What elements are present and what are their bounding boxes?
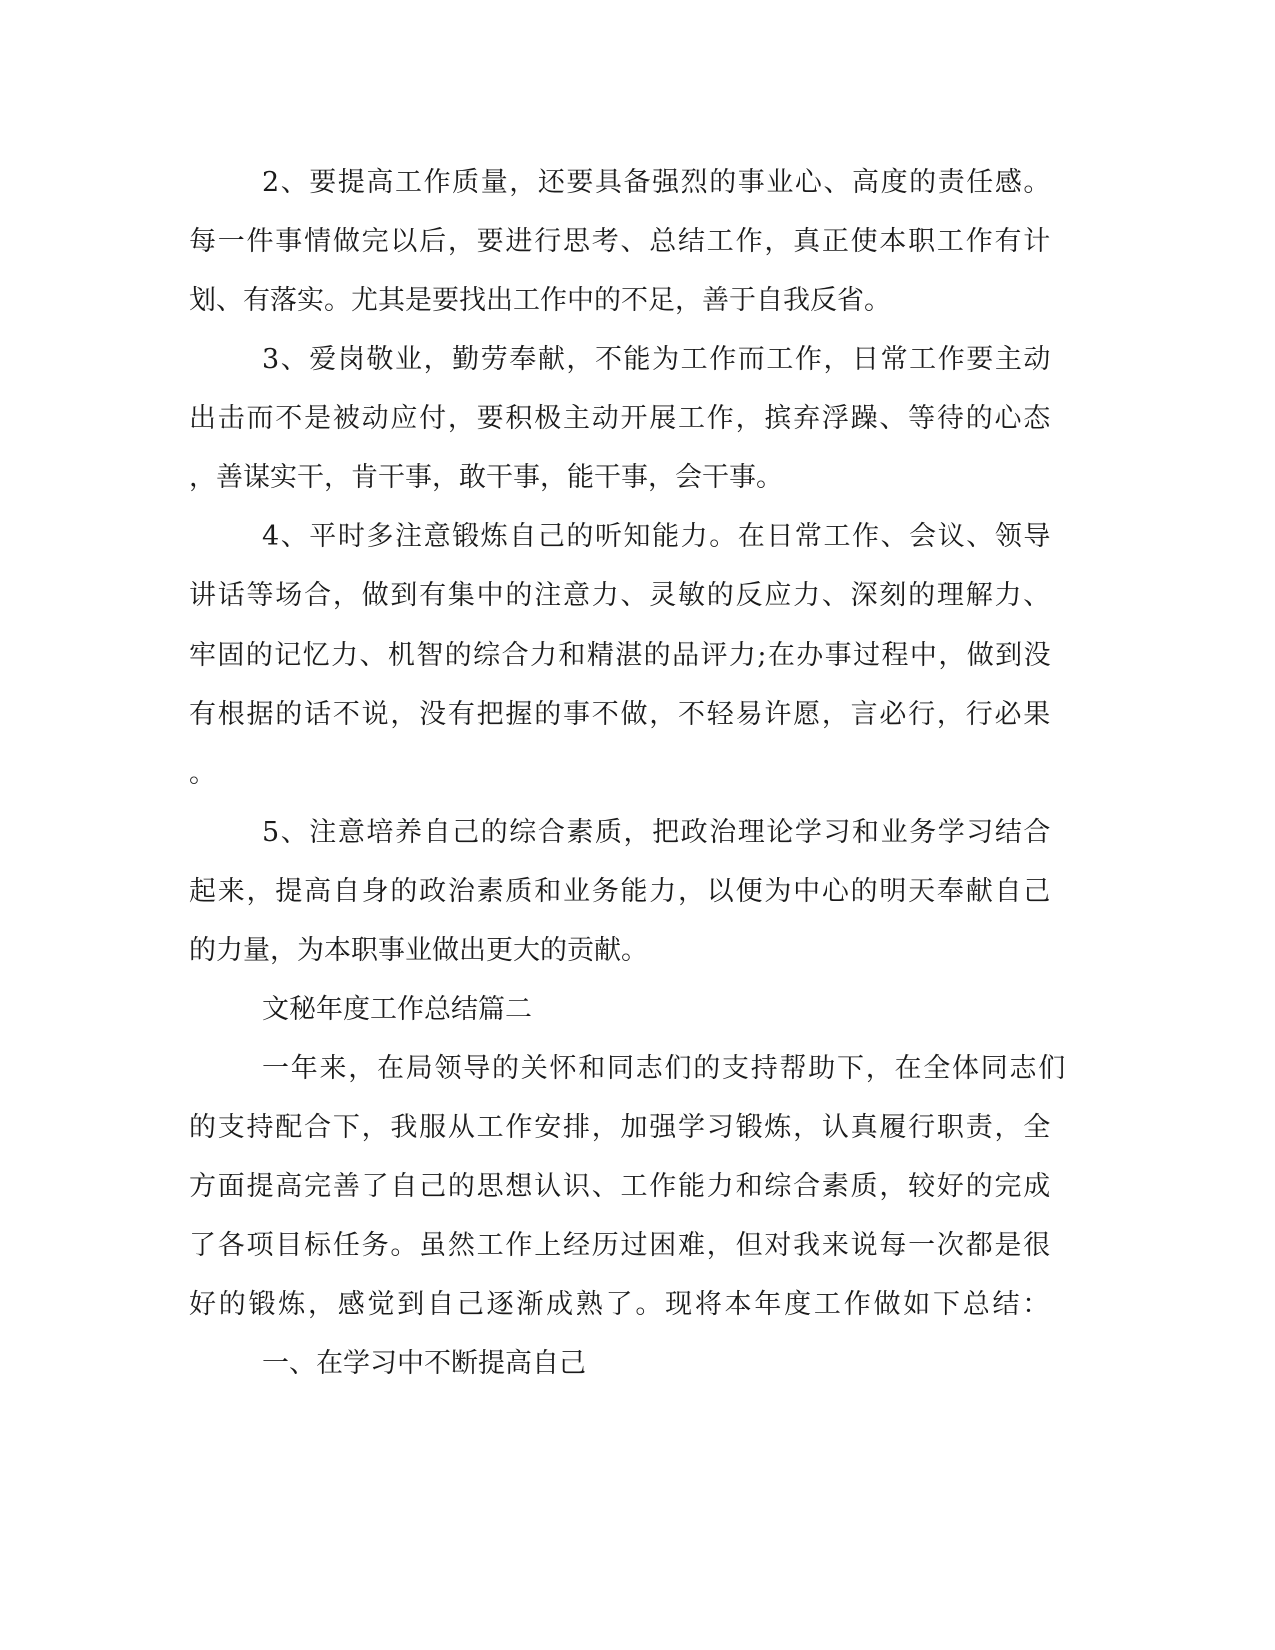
text-line: 4、平时多注意锻炼自己的听知能力。在日常工作、会议、领导	[262, 521, 1052, 552]
text-line: ，善谋实干，肯干事，敢干事，能干事，会干事。	[189, 462, 783, 493]
text-line: 的力量，为本职事业做出更大的贡献。	[189, 935, 648, 966]
text-line: 每一件事情做完以后，要进行思考、总结工作，真正使本职工作有计	[189, 226, 1052, 257]
text-line: 划、有落实。尤其是要找出工作中的不足，善于自我反省。	[189, 285, 891, 316]
text-line: 的支持配合下，我服从工作安排，加强学习锻炼，认真履行职责，全	[189, 1112, 1052, 1143]
text-line: 讲话等场合，做到有集中的注意力、灵敏的反应力、深刻的理解力、	[189, 580, 1052, 611]
text-line: 2、要提高工作质量，还要具备强烈的事业心、高度的责任感。	[262, 167, 1052, 198]
text-line: 方面提高完善了自己的思想认识、工作能力和综合素质，较好的完成	[189, 1171, 1052, 1202]
text-line: 3、爱岗敬业，勤劳奉献，不能为工作而工作，日常工作要主动	[262, 344, 1052, 375]
text-line: 有根据的话不说，没有把握的事不做，不轻易许愿，言必行，行必果	[189, 699, 1052, 730]
text-line: 一年来，在局领导的关怀和同志们的支持帮助下，在全体同志们	[262, 1053, 1067, 1084]
text-line: 起来，提高自身的政治素质和业务能力，以便为中心的明天奉献自己	[189, 876, 1052, 907]
text-line: 了各项目标任务。虽然工作上经历过困难，但对我来说每一次都是很	[189, 1230, 1052, 1261]
text-line: 出击而不是被动应付，要积极主动开展工作，摈弃浮躁、等待的心态	[189, 403, 1052, 434]
text-line: 好的锻炼，感觉到自己逐渐成熟了。现将本年度工作做如下总结：	[189, 1289, 1052, 1320]
subsection-heading: 一、在学习中不断提高自己	[262, 1348, 586, 1379]
text-line: 。	[189, 758, 216, 789]
text-line: 牢固的记忆力、机智的综合力和精湛的品评力;在办事过程中，做到没	[189, 640, 1052, 671]
text-line: 5、注意培养自己的综合素质，把政治理论学习和业务学习结合	[262, 817, 1052, 848]
section-heading: 文秘年度工作总结篇二	[262, 994, 532, 1025]
